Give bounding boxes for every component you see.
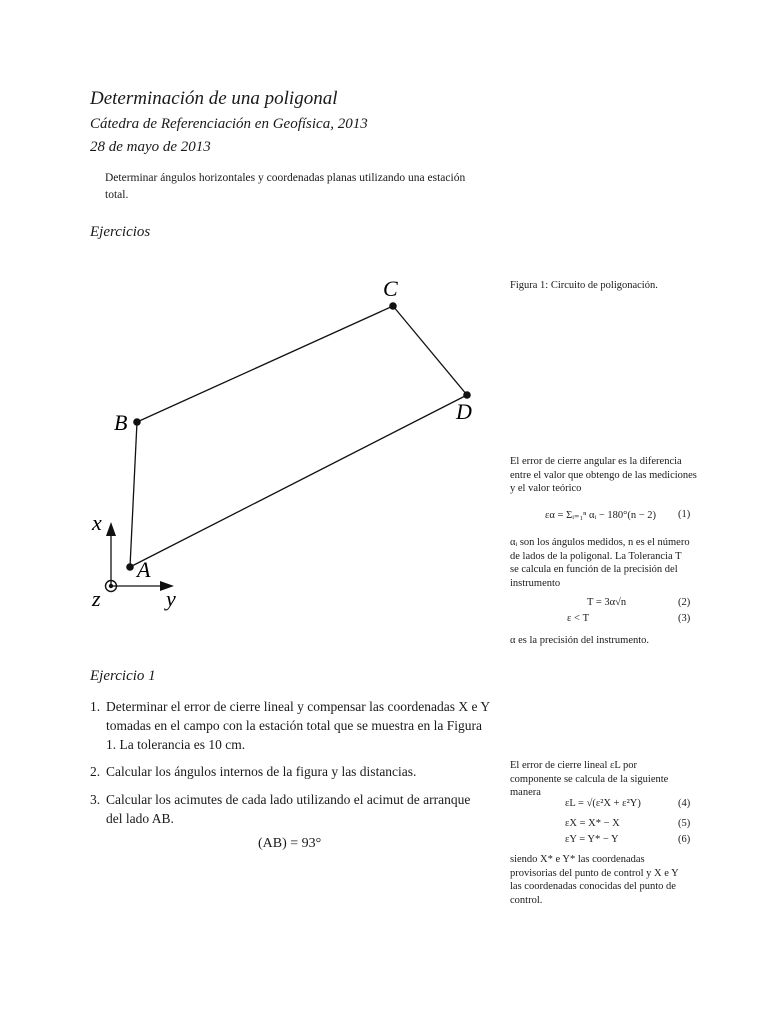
side-da: [130, 395, 467, 567]
label-b: B: [114, 410, 128, 435]
axis-label-y: y: [166, 586, 176, 611]
axis-label-z: z: [92, 586, 101, 611]
equation-4-number: (4): [678, 798, 691, 809]
point-a: [126, 563, 134, 571]
list-item: [90, 697, 490, 754]
side-ab: [130, 422, 137, 567]
point-d: [463, 391, 471, 399]
equation-5: εX = X* − X: [565, 818, 620, 829]
equation-6: εY = Y* − Y: [565, 834, 619, 845]
section-ejercicios: Ejercicios: [90, 224, 151, 240]
list-item-number: 2.: [90, 764, 101, 779]
list-item-number: 3.: [90, 792, 101, 807]
azimuth-equation: (AB) = 93°: [258, 836, 322, 851]
side-cd: [393, 306, 467, 395]
side-bc: [137, 306, 393, 422]
linear-error-text: El error de cierre lineal εL por componente se calcula de la siguiente manera: [510, 760, 669, 798]
equation-6-number: (6): [678, 834, 691, 845]
abstract: Determinar ángulos horizontales y coordenadas planas utilizando una estación total.: [105, 172, 466, 201]
equation-3-number: (3): [678, 613, 691, 624]
label-a: A: [137, 557, 151, 582]
point-c: [389, 302, 397, 310]
precision-text: α es la precisión del instrumento.: [510, 635, 650, 646]
angular-error-text: El error de cierre angular es la diferencia entre el valor que obtengo de las mediciones y el valor teórico: [510, 456, 697, 494]
provisional-coords-text: siendo X* e Y* las coordenadas provisorias del punto de control y X e Y las coordenadas conocidas del punto de control.: [510, 854, 679, 906]
figure-caption: Figura 1: Circuito de poligonación.: [510, 280, 658, 291]
course-name: Cátedra de Referenciación en Geofísica, 2013: [90, 116, 368, 132]
equation-1-number: (1): [678, 509, 691, 520]
equation-1: εα = Σᵢ₌₁ⁿ αᵢ − 180°(n − 2): [545, 510, 657, 521]
section-ejercicio-1: Ejercicio 1: [90, 668, 156, 684]
list-item-number: 1.: [90, 699, 101, 714]
equation-2-number: (2): [678, 597, 691, 608]
list-item: [90, 762, 490, 781]
document-date: 28 de mayo de 2013: [90, 139, 211, 155]
equation-2: T = 3α√n: [587, 597, 627, 608]
page-title: Determinación de una poligonal: [90, 88, 338, 109]
label-c: C: [383, 276, 398, 301]
list-item-text: Calcular los acimutes de cada lado utilizando el acimut de arranque del lado AB.: [106, 792, 471, 826]
equation-3: ε < T: [567, 613, 589, 624]
point-b: [133, 418, 141, 426]
equation-5-number: (5): [678, 818, 691, 829]
equation-4: εL = √(ε²X + ε²Y): [565, 798, 641, 809]
list-item-text: Determinar el error de cierre lineal y compensar las coordenadas X e Y tomadas en el campo con la estación total que se muestra en la Figura 1. La tolerancia es 10 cm.: [106, 699, 490, 752]
z-axis-dot-icon: [109, 584, 113, 588]
label-d: D: [456, 399, 472, 424]
axis-label-x: x: [92, 510, 102, 535]
x-axis-arrow-icon: [106, 522, 116, 536]
list-item: [90, 790, 490, 828]
list-item-text: Calcular los ángulos internos de la figura y las distancias.: [106, 764, 417, 779]
angular-measured-text: αᵢ son los ángulos medidos, n es el número de lados de la poligonal. La Tolerancia T se calcula en función de la precisión del instrumento: [510, 537, 690, 589]
